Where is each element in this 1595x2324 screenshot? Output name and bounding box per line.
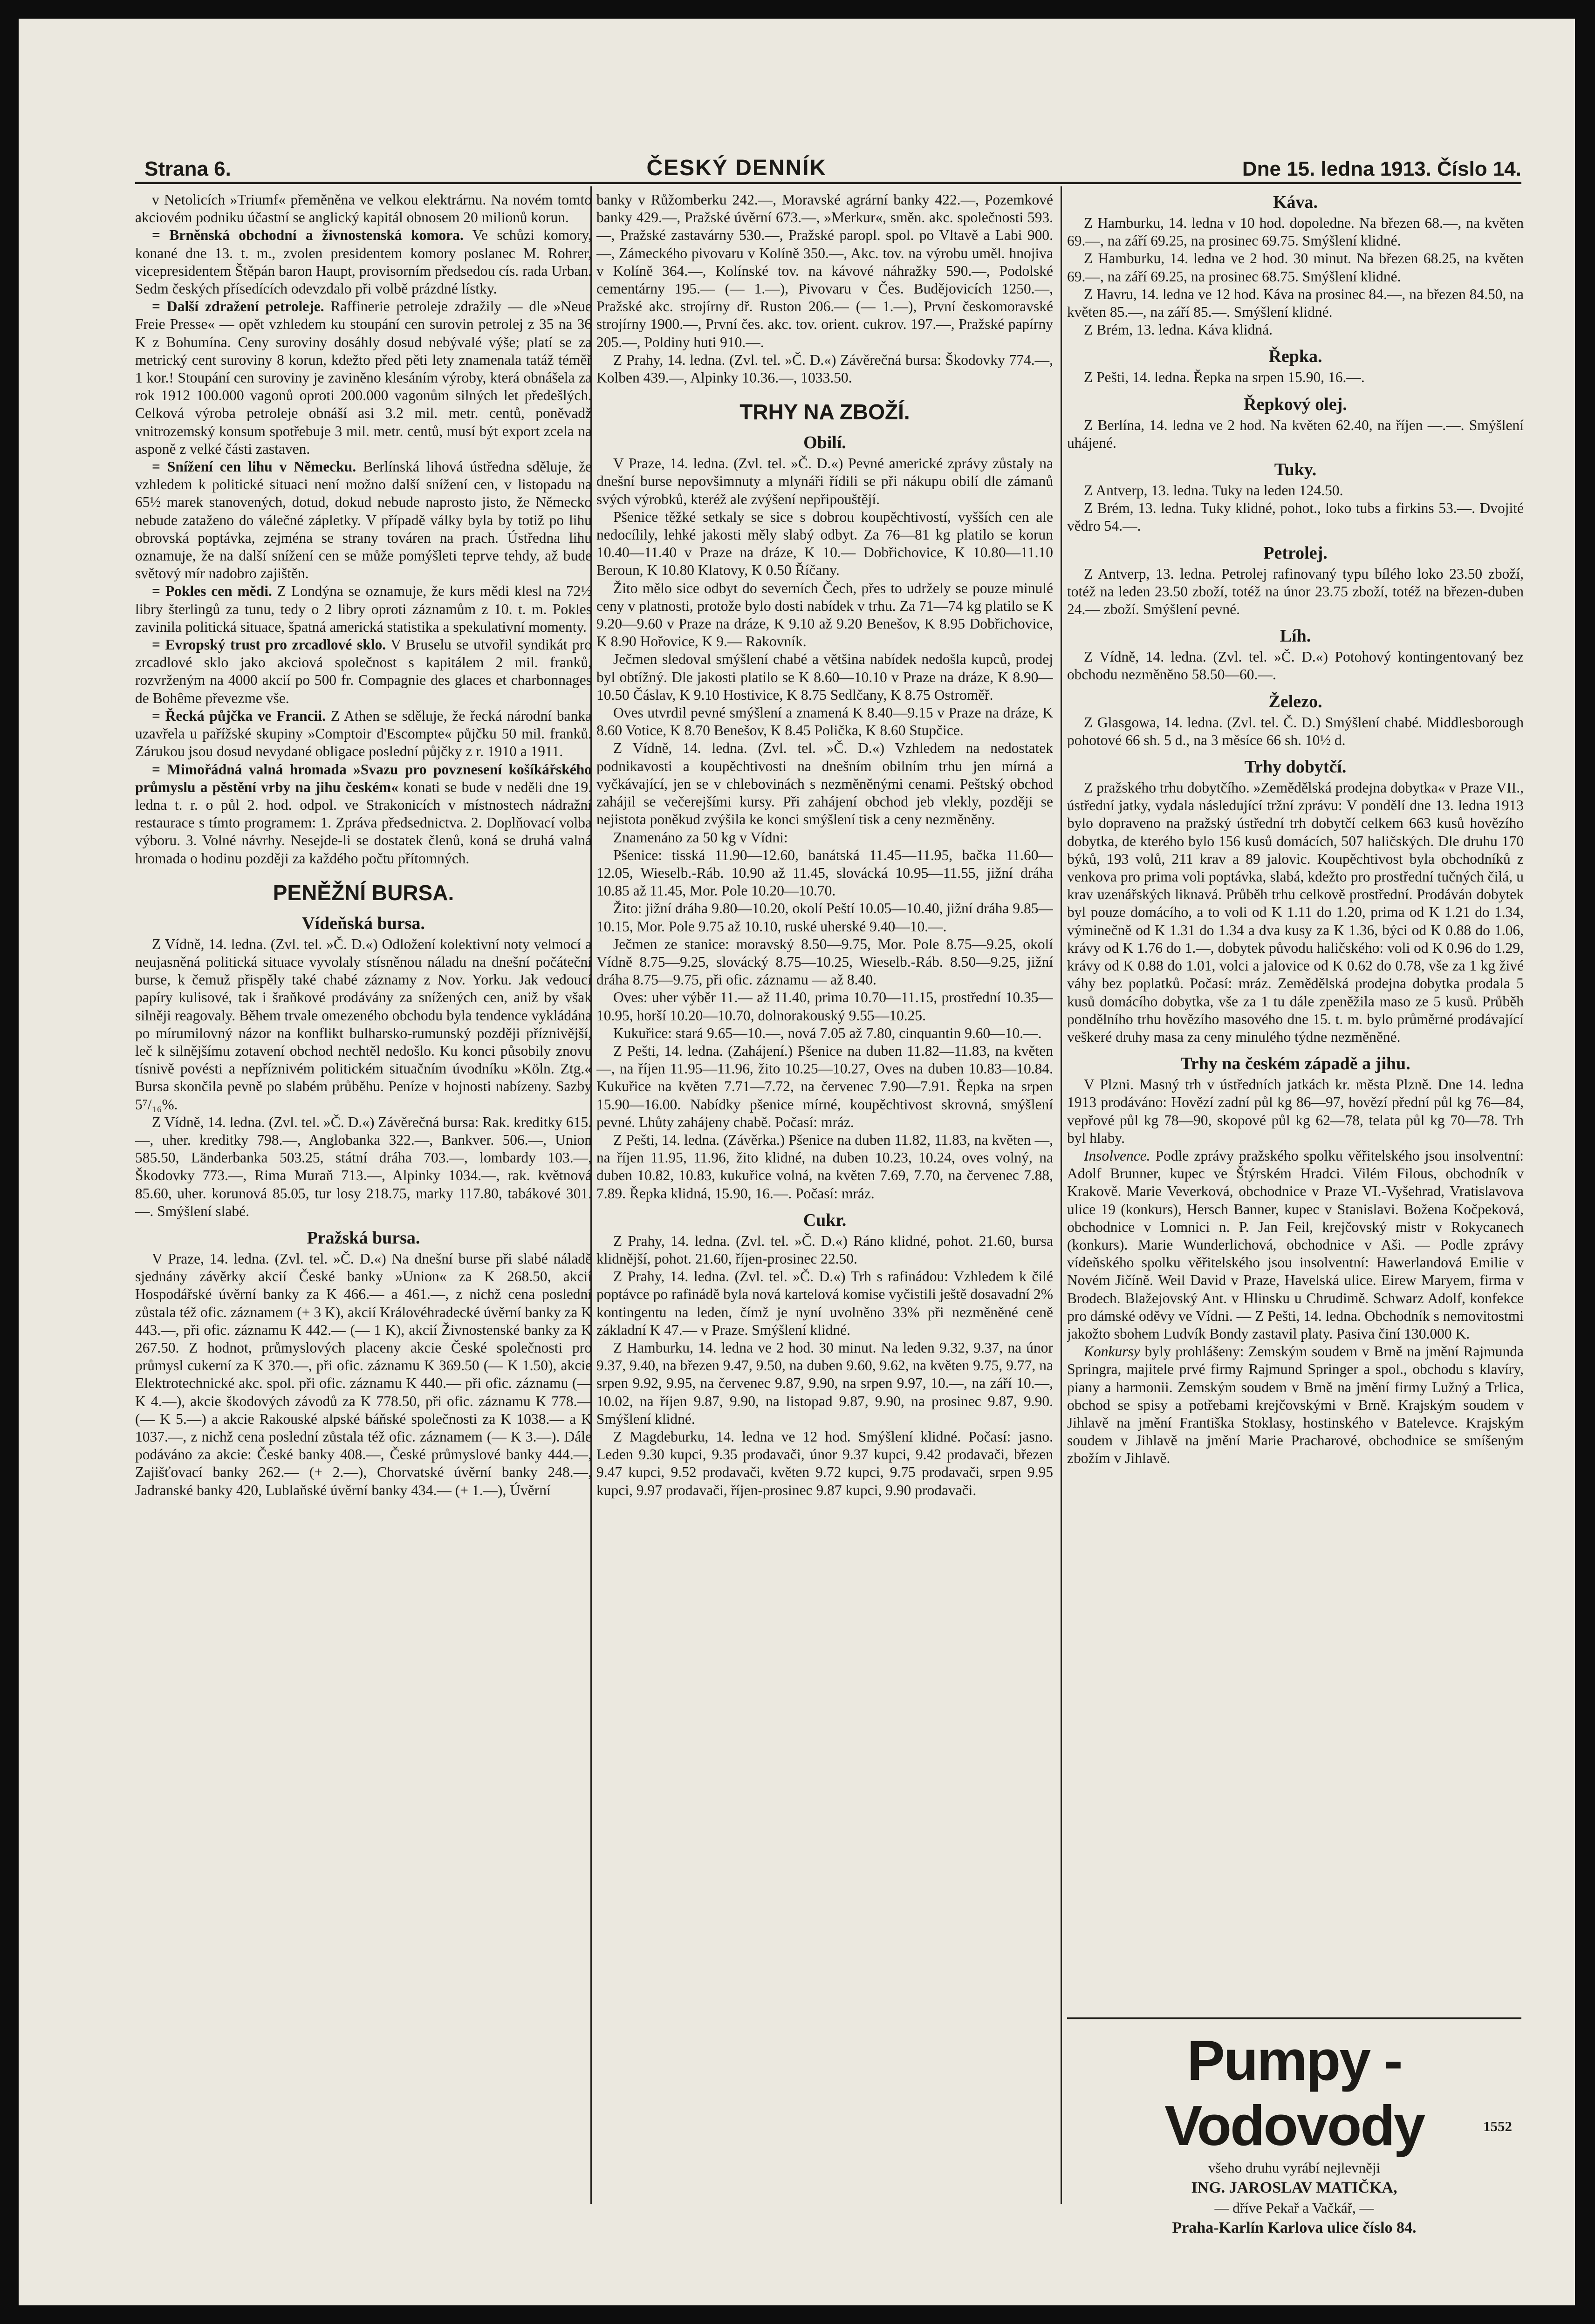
- article-paragraph: [135, 458, 592, 582]
- article-text: Podle zprávy pražského spolku věřitelského jsou insolventní: Adolf Brunner, kupec ve Štýrském Hradci. Vilém Filous, obchodník v Krakově. Marie Veverková, obchodnice v Praze VI.-Vyšehrad, Vratislavova ulice 19 (konkurs), Hersch Banner, kupec v Stanislavi. Božena Kočpeková, obchodnice v Lomnici n. P. Jan Feil, krejčovský mistr v Rokycanech (konkurs). Marie Wunderlichová, obchodnice v Aši. — Podle zprávy vídeňského spolku věřitelského jsou insolventní: Hawerlandová Emilie v Novém Jičíně. Weil David v Praze, Havelská ulice. Eirew Maryem, firma v Brodech. Blažejovský Ant. v Hlinsku u Chrudimě. Schwarz Adolf, konfekce pro dámské oděvy ve Vídni. — Z Pešti, 14. ledna. Obchodník s nemovitostmi jakožto sbohem Ludvík Bondy zastavil platy. Pasiva činí 130.000 K.: [1067, 1147, 1524, 1342]
- subsection-heading: Obilí.: [803, 433, 846, 453]
- subsection-heading: Pražská bursa.: [307, 1228, 420, 1248]
- article-paragraph: [135, 582, 592, 636]
- article-text: konati se bude v neděli dne 19. ledna t. r. o půl 2. hod. odpol. ve Strakonicích v místnostech nádražní restaurace s tímto programem: 1. Zpráva předsednictva. 2. Doplňovací volba výboru. 3. Volné návrhy. Nesejde-li se dostatek členů, koná se druhá valná hromada o hodinu později za každého počtu přítomných.: [135, 779, 592, 867]
- advert-title: Pumpy - Vodovody: [1164, 2029, 1424, 2157]
- column-2: [596, 191, 1053, 2204]
- article-paragraph: v Netolicích »Triumf« přeměněna ve velkou elektrárnu. Na novém tomto akciovém podniku účastní se anglický kapitál obnosem 20 milionů korun.: [135, 191, 592, 226]
- article-paragraph: [135, 298, 592, 458]
- article-paragraph: Z Vídně, 14. ledna. (Zvl. tel. »Č. D.«) Potohový kontingentovaný bez obchodu nezměněno 58.50—60.—.: [1067, 649, 1524, 683]
- subsection-heading: Řepka.: [1268, 347, 1322, 367]
- page-header: [144, 144, 1521, 181]
- article-text: Ve schůzi komory, konané dne 13. t. m., zvolen presidentem komory poslanec M. Rohrer, vicepresidentem Štěpán baron Haupt, provisorním předsedou cís. rada Urban. Sedm českých přísedících odevzdalo při volbě prázdné lístky.: [135, 227, 592, 297]
- article-paragraph: Z Antverp, 13. ledna. Tuky na leden 124.50.: [1084, 482, 1343, 499]
- article-text: Z Londýna se oznamuje, že kurs mědi klesl na 72½ libry šterlingů za tunu, tedy o 2 libry oproti záznamům z 10. t. m. Pokles zavinila politická situace, špatná americká statistika a spekulativní momenty.: [135, 583, 592, 635]
- article-paragraph: Oves: uher výběr 11.— až 11.40, prima 10.70—11.15, prostřední 10.35—10.95, horší 10.20—10.70, dolnorakouský 9.55—10.25.: [596, 989, 1053, 1024]
- article-paragraph: Z Vídně, 14. ledna. (Zvl. tel. »Č. D.«) Odložení kolektivní noty velmocí a neujasněná politická situace vyvolaly stísněnou náladu na dnešní počáteční burse, k čemuž přispěly také chabé záznamy z Nov. Yorku. Jak vedoucí papíry kulisové, tak i šraňkové prodávány za snížených cen, aniž by však silněji reagovaly. Během trvale omezeného obchodu byla tendence vykládána po mírumilovný názor na konflikt bulharsko-rumunský později příznivější, leč k silnějšímu zotavení obchod nechtěl nedošlo. Ku konci působily znovu tísnivě povésti a nepříznivém politickém situačním úvodníku »Köln. Ztg.« Bursa skončila pevně po slabém průběhu. Peníze v hojnosti nabízeny. Sazby 5⁷/₁₆%.: [135, 936, 592, 1113]
- article-paragraph: Z Vídně, 14. ledna. (Zvl. tel. »Č. D.«) Vzhledem na nedostatek podnikavosti a koupěchtivosti na dnešním obilním trhu jen mírná a vyčkávající, jen se v chlebovinách s nezměněnými cenami. Peštský obchod zahájil se večerejšími kursy. Při zahájení obchod jeb vlekly, později se nejistota poněkud zvýšila ke konci smýšlení tisk a ceny nezměněny.: [596, 740, 1053, 828]
- article-paragraph: Pšenice: tisská 11.90—12.60, banátská 11.45—11.95, bačka 11.60—12.05, Wieselb.-Ráb. 10.90 až 11.45, slovácká 10.95—11.55, jižní dráha 10.85 až 11.45, Mor. Pole 10.20—10.70.: [596, 847, 1053, 899]
- article-text: Z Athen se sděluje, že řecká národní banka uzavřela u pařížské skupiny »Comptoir d'Escompte« půjčku 50 mil. franků. Zárukou jsou dosud nevydané obligace poslední půjčky z r. 1910 a 1911.: [135, 707, 592, 760]
- advert-company: ING. JAROSLAV MATIČKA,: [1191, 2179, 1397, 2196]
- article-paragraph: Z Prahy, 14. ledna. (Zvl. tel. »Č. D.«) Ráno klidné, pohot. 21.60, bursa klidnější, pohot. 21.60, říjen-prosinec 22.50.: [596, 1232, 1053, 1267]
- section-heading: TRHY NA ZBOŽÍ.: [739, 400, 910, 424]
- article-paragraph: Kukuřice: stará 9.65—10.—, nová 7.05 až 7.80, cinquantin 9.60—10.—.: [613, 1025, 1042, 1041]
- article-paragraph: [135, 226, 592, 298]
- article-paragraph: Ječmen sledoval smýšlení chabé a většina nabídek nedošla kupců, prodej byl obtížný. Dle jakosti platilo se K 8.60—10.10 v Praze na dráze, K 8.90—10.50 Čáslav, K 9.10 Hostivice, K 8.75 Sedlčany, K 8.75 Ostroměř.: [596, 651, 1053, 703]
- column-1: [135, 191, 592, 2204]
- article-text: byly prohlášeny: Zemským soudem v Brně na jmění Rajmunda Springra, majitele prvé firmy Rajmund Springer a spol., obchodu s klavíry, piany a harmonii. Zemským soudem v Brně na jmění firmy Lužný a Trlica, obchod se spisy a potřebami krejčovskými v Brně. Krajským soudem v Jihlavě na jmění Františka Stoklasy, hostinského v Batelevce. Krajským soudem v Jihlavě na jmění Marie Pracharové, obchodnice se smíšeným zbožím v Jihlavě.: [1067, 1343, 1524, 1467]
- article-paragraph: banky v Růžomberku 242.—, Moravské agrární banky 422.—, Pozemkové banky 429.—, Pražské úvěrní 673.—, »Merkur«, směn. akc. společnosti 593.—, Pražské zastavárny 530.—, Pražské paropl. spol. po Vltavě a Labi 900.—, Zámeckého pivovaru v Kolíně 350.—, Akc. tov. na výrobu uměl. hnojiva v Kolíně 364.—, Kolínské tov. na kávové náhražky 590.—, Podolské cementárny 195.— (— 1.—), Pivovaru v Čes. Budějovicích 1250.—, Pražské akc. strojírny dř. Ruston 206.— (— 1.—), První českomoravské strojírny 1900.—, První čes. akc. tov. orient. cukrov. 197.—, Pražské papírny 205.—, Poldiny huti 910.—.: [596, 191, 1053, 350]
- article-paragraph: V Praze, 14. ledna. (Zvl. tel. »Č. D.«) Na dnešní burse při slabé náladě sjednány závěrky akcií České banky »Union« za K 268.50, akcií Hospodářské úvěrní banky za K 466.— a 461.—, z nichž cena poslední zůstala též ofic. záznamem (+ 3 K), akcií Královéhradecké úvěrní banky za K 443.—, při ofic. záznamu K 442.— (— 1 K), akcií Živnostenské banky za K 267.50. Z hodnot, průmyslových placeny akcie České společnosti pro průmysl cukerní za K 370.—, při ofic. záznamu K 369.50 (— K 1.50), akcie Elektrotechnické akc. spol. při ofic. záznamu K 440.— při ofic. záznamu (— K 4.—), akcie škodových závodů za K 778.50, při ofic. záznamu K 778.— (— K 5.—) a akcie Rakouské alpské báňské společnosti za K 1038.— a K 1037.—, z nichž cena poslední zůstala též ofic. záznamem (— K 3.—). Dále podáváno za akcie: České banky 408.—, České průmyslové banky 444.—, Zajišťovací banky 262.— (+ 2.—), Chorvatské úvěrní banky 248.—, Jadranské banky 420, Lublaňské úvěrní banky 434.— (+ 1.—), Úvěrní: [135, 1250, 592, 1498]
- subsection-heading: Líh.: [1280, 626, 1311, 646]
- subsection-heading: Trhy dobytčí.: [1244, 757, 1347, 777]
- issue-date: Dne 15. ledna 1913. Číslo 14.: [1242, 157, 1521, 180]
- article-paragraph: Z Havru, 14. ledna ve 12 hod. Káva na prosinec 84.—, na březen 84.50, na květen 85.—, na září 85.—. Smýšlení klidné.: [1067, 286, 1524, 321]
- article-paragraph: Z Pešti, 14. ledna. Řepka na srpen 15.90, 16.—.: [1084, 369, 1365, 386]
- header-rule: [135, 182, 1521, 184]
- article-text: V Bruselu se utvořil syndikát pro zrcadlové sklo jako akciová společnost s kapitálem 2 mil. franků, rozvrženým na 4000 akcií po 500 fr. Compagnie des glaces et charbonnages de Bohême převezme vše.: [135, 636, 592, 706]
- newspaper-page: [19, 19, 1575, 2305]
- article-paragraph: Z Magdeburku, 14. ledna ve 12 hod. Smýšlení klidné. Počasí: jasno. Leden 9.30 kupci, 9.35 prodavači, únor 9.37 kupci, 9.42 prodavači, březen 9.47 kupci, 9.52 prodavači, květen 9.72 kupci, 9.75 prodavači, srpen 9.95 kupci, 9.97 prodavači, říjen-prosinec 9.87 kupci, 9.90 prodavači.: [596, 1429, 1053, 1498]
- article-paragraph: Žito mělo sice odbyt do severních Čech, přes to udržely se pouze minulé ceny v platnosti, protože bylo dosti nabídek v trhu. Za 71—74 kg platilo se K 9.20—9.60 v Praze na dráze, K 9.10 až 9.20 Benešov, K 8.95 Dobřichovice, K 8.90 Hořovice, K 9.— Rakovník.: [596, 580, 1053, 650]
- article-text: Berlínská lihová ústředna sděluje, že vzhledem k politické situaci není možno další snížení cen, v listopadu na 65½ marek stanovených, dotud, dokud nebude naprosto jisto, že Německo nebude zataženo do válečné zápletky. V případě války byla by totiž po lihu obrovská poptávka, zejména se strany továren na prach. Ústředna lihu oznamuje, že na další snížení cen se může pomýšleti teprve tehdy, až bude světový mír nadobro zajištěn.: [135, 458, 592, 582]
- article-paragraph: V Praze, 14. ledna. (Zvl. tel. »Č. D.«) Pevné americké zprávy zůstaly na dnešní burse nepovšimnuty a mlynáři řídili se při nákupu obilí dle zámanů svých výrobků, kteréž ale zvýšení nepřipouštějí.: [596, 455, 1053, 507]
- advert-address: Praha-Karlín Karlova ulice číslo 84.: [1172, 2219, 1417, 2236]
- article-paragraph: [135, 707, 592, 761]
- article-paragraph: Oves utvrdil pevné smýšlení a znamená K 8.40—9.15 v Praze na dráze, K 8.60 Votice, K 8.70 Benešov, K 8.45 Polička, K 8.60 Stupčice.: [596, 704, 1053, 739]
- article-paragraph: Znamenáno za 50 kg v Vídni:: [613, 829, 788, 846]
- article-lead: = Brněnská obchodní a živnostenská komora.: [152, 227, 464, 244]
- article-lead: = Mimořádná valná hromada »Svazu pro povznesení košíkářského průmyslu a pěstění vrby na jihu českém«: [135, 761, 592, 795]
- article-paragraph: Žito: jižní dráha 9.80—10.20, okolí Peští 10.05—10.40, jižní dráha 9.85—10.15, Mor. Pole 9.75 až 10.10, ruské uherské 9.40—10.—.: [596, 900, 1053, 935]
- subsection-heading: Cukr.: [803, 1210, 847, 1230]
- article-lead: = Pokles cen mědi.: [152, 583, 272, 600]
- article-paragraph: Z Vídně, 14. ledna. (Zvl. tel. »Č. D.«) Závěrečná bursa: Rak. kreditky 615.—, uher. kreditky 798.—, Anglobanka 322.—, Bankver. 506.—, Union 585.50, Länderbanka 503.25, státní dráha 703.—, lombardy 103.—, Škodovky 773.—, Rima Muraň 713.—, Alpinky 1034.—, rak. květnová 85.60, uher. korunová 85.05, tur losy 218.75, marky 117.80, tabákové 301.—. Smýšlení slabé.: [135, 1114, 592, 1219]
- article-lead: = Evropský trust pro zrcadlové sklo.: [152, 636, 386, 653]
- article-paragraph: Z Hamburku, 14. ledna ve 2 hod. 30 minut. Na leden 9.32, 9.37, na únor 9.37, 9.40, na březen 9.47, 9.50, na duben 9.60, 9.62, na květen 9.75, 9.77, na srpen 9.92, 9.95, na červenec 9.87, 9.90, na srpen 9.97, 10.—, na září 10.—, 10.02, na říjen 9.87, 9.90, na listopad 9.87, 9.90, na prosinec 9.87, 9.90. Smýšlení klidné.: [596, 1339, 1053, 1427]
- article-paragraph: Ječmen ze stanice: moravský 8.50—9.75, Mor. Pole 8.75—9.25, okolí Vídně 8.75—9.25, slovácký 8.75—10.25, Wieselb.-Ráb. 8.50—9.25, jižní dráha 8.75—9.75, při ofic. záznamu — až 8.40.: [596, 936, 1053, 988]
- article-paragraph: [1067, 1343, 1524, 1467]
- article-lead: = Snížení cen lihu v Německu.: [152, 458, 356, 475]
- advertisement: [1067, 2017, 1521, 2236]
- section-heading: PENĚŽNÍ BURSA.: [273, 880, 454, 905]
- article-paragraph: [1067, 1147, 1524, 1343]
- article-paragraph: Z Glasgowa, 14. ledna. (Zvl. tel. Č. D.) Smýšlení chabé. Middlesborough pohotové 66 sh. 5 d., na 3 měsíce 66 sh. 10½ d.: [1067, 714, 1524, 748]
- column-3: [1067, 191, 1524, 2013]
- article-paragraph: Z Hamburku, 14. ledna ve 2 hod. 30 minut. Na březen 68.25, na květen 69.—, na září 69.25, na prosinec 68.75. Smýšlení klidné.: [1067, 250, 1524, 285]
- masthead-title: ČESKÝ DENNÍK: [646, 156, 827, 180]
- subsection-heading: Petrolej.: [1263, 543, 1328, 563]
- article-paragraph: Z pražského trhu dobytčího. »Zemědělská prodejna dobytka« v Praze VII., ústřední jatky, vydala následující tržní zprávu: V pondělí dne 13. ledna 1913 bylo dopraveno na pražský ústřední trh dobytčí celkem 663 kusů hovězího dobytka, de kterého bylo 156 kusů domácích, 507 haličských. Dle druhu 170 býků, 193 volů, 211 krav a 89 jalovic. Koupěchtivost byla obchodníků z venkova pro prima voli poptávka, slabá, kdežto pro prostřední tučných čilá, u krav uzenářských liknavá. Průběh trhu celkově prostřední. Prodáván dobytek byl pouze domácího, a to voli od K 1.11 do 1.20, prima od K 1.21 do 1.34, výminečně od K 1.31 do 1.34 a dva kusy za K 1.36, býci od K 0.88 do 1.06, krávy od K 1.76 do 1.—, dobytek původu haličského: voli od K 0.96 do 1.29, krávy od K 0.88 do 1.01, volci a jalovice od K 0.62 do 0.78, vše za 1 kg živé váhy bez poplatků. Počasí: mráz. Zemědělská prodejna dobytka prodala 5 kusů domácího dobytka, vše za 1 tu dále zpeněžila maso ze 5 kusů. Průběh pondělního trhu hovězího masového dne 15. t. m. bylo průměrné prodávající veškeré druhy masa za ceny minulého týdne nezměněné.: [1067, 779, 1524, 1045]
- article-paragraph: Z Prahy, 14. ledna. (Zvl. tel. »Č. D.«) Trh s rafinádou: Vzhledem k čilé poptávce po rafinádě byla nová kartelová komise vyčistili ještě dosavadní 2% kontingentu na leden, čímž je nyní uvolněno 33% při nezměněné ceně základní K 47.— v Praze. Smýšlení klidné.: [596, 1268, 1053, 1338]
- article-lead: = Další zdražení petroleje.: [152, 298, 324, 315]
- article-paragraph: [135, 761, 592, 868]
- article-paragraph: Z Prahy, 14. ledna. (Zvl. tel. »Č. D.«) Závěrečná bursa: Škodovky 774.—, Kolben 439.—, Alpinky 10.36.—, 1033.50.: [596, 351, 1053, 386]
- article-paragraph: Z Antverp, 13. ledna. Petrolej rafinovaný typu bílého loko 23.50 zboží, totéž na leden 23.50 zboží, totéž na únor 23.75 zboží, totéž na březen-duben 24.— zboží. Smýšlení pevné.: [1067, 565, 1524, 618]
- subsection-heading: Káva.: [1273, 192, 1318, 212]
- subsection-heading: Vídeňská bursa.: [302, 913, 425, 933]
- article-paragraph: Z Hamburku, 14. ledna v 10 hod. dopoledne. Na březen 68.—, na květen 69.—, na září 69.25, na prosinec 69.75. Smýšlení klidné.: [1067, 215, 1524, 249]
- subsection-heading: Tuky.: [1274, 460, 1317, 480]
- article-paragraph: Z Pešti, 14. ledna. (Zahájení.) Pšenice na duben 11.82—11.83, na květen —, na říjen 11.95—11.96, žito 10.25—10.27, Oves na duben 10.83—10.84. Kukuřice na květen 7.71—7.72, na červenec 7.90—7.91. Řepka na srpen 15.90—16.00. Nabídky pšenice mírné, koupěchtivost skrovná, smýšlení pevné. Lhůty zahájeny chabě. Počasí: mráz.: [596, 1042, 1053, 1130]
- article-lead: Konkursy: [1084, 1343, 1140, 1360]
- article-lead: Insolvence.: [1084, 1147, 1150, 1164]
- article-paragraph: Z Brém, 13. ledna. Tuky klidné, pohot., loko tubs a firkins 53.—. Dvojité vědro 54.—.: [1067, 500, 1524, 534]
- subsection-heading: Řepkový olej.: [1244, 394, 1347, 414]
- advert-number: 1552: [1483, 2118, 1512, 2134]
- article-paragraph: [135, 636, 592, 707]
- subsection-heading: Železo.: [1268, 691, 1322, 711]
- article-paragraph: Z Brém, 13. ledna. Káva klidná.: [1084, 321, 1273, 338]
- article-paragraph: Pšenice těžké setkaly se sice s dobrou koupěchtivostí, vyšších cen ale nedocílily, lehké jakosti měly slabý odbyt. Za 76—81 kg platilo se korun 10.40—11.40 v Praze na dráze, K 10.— Dobřichovice, K 10.80—11.10 Beroun, K 10.80 Klatovy, K 0.50 Říčany.: [596, 508, 1053, 579]
- article-paragraph: Z Berlína, 14. ledna ve 2 hod. Na květen 62.40, na říjen —.—. Smýšlení uhájené.: [1067, 417, 1524, 451]
- article-lead: = Řecká půjčka ve Francii.: [152, 707, 326, 724]
- subsection-heading: Trhy na českém západě a jihu.: [1180, 1054, 1410, 1074]
- article-paragraph: Z Pešti, 14. ledna. (Závěrka.) Pšenice na duben 11.82, 11.83, na květen —, na říjen 11.95, 11.96, žito klidné, na duben 10.23, 10.24, oves volný, na duben 10.82, 10.83, kukuřice volná, na květen 7.69, 7.70, na červenec 7.88, 7.89. Řepka klidná, 15.90, 16.—. Počasí: mráz.: [596, 1131, 1053, 1202]
- column-divider-2: [1061, 186, 1062, 2204]
- page-number: Strana 6.: [144, 157, 231, 180]
- advert-tagline: všeho druhu vyrábí nejlevněji: [1208, 2160, 1381, 2176]
- article-paragraph: V Plzni. Masný trh v ústředních jatkách kr. města Plzně. Dne 14. ledna 1913 prodáváno: Hovězí zadní půl kg 86—97, hovězí přední půl kg 76—84, vepřové půl kg 78—90, skopové půl kg 62—78, telata půl kg 70—78. Trh byl hlaby.: [1067, 1076, 1524, 1146]
- article-text: Raffinerie petroleje zdražily — dle »Neue Freie Presse« — opět vzhledem ku stoupání cen surovin petrolej z 35 na 36 K z Bohumína. Ceny suroviny dosáhly dosud nebývalé výše; platí se za metrický cent suroviny 8 korun, kdežto před pěti lety znamenala tatáž téměř 1 kor.! Stoupání cen suroviny je zaviněno klesáním výroby, která obnášela za rok 1912 100.000 vagonů oproti 200.000 vagonům silných let předešlých. Celková výroba petroleje obnáší asi 3.2 mil. metr. centů, poněvadž vnitrozemský konsum spotřebuje 3 mil. metr. centů, musí být export zcela na asponě z velké části zastaven.: [135, 298, 592, 457]
- advert-former: — dříve Pekař a Vačkář, —: [1214, 2200, 1374, 2216]
